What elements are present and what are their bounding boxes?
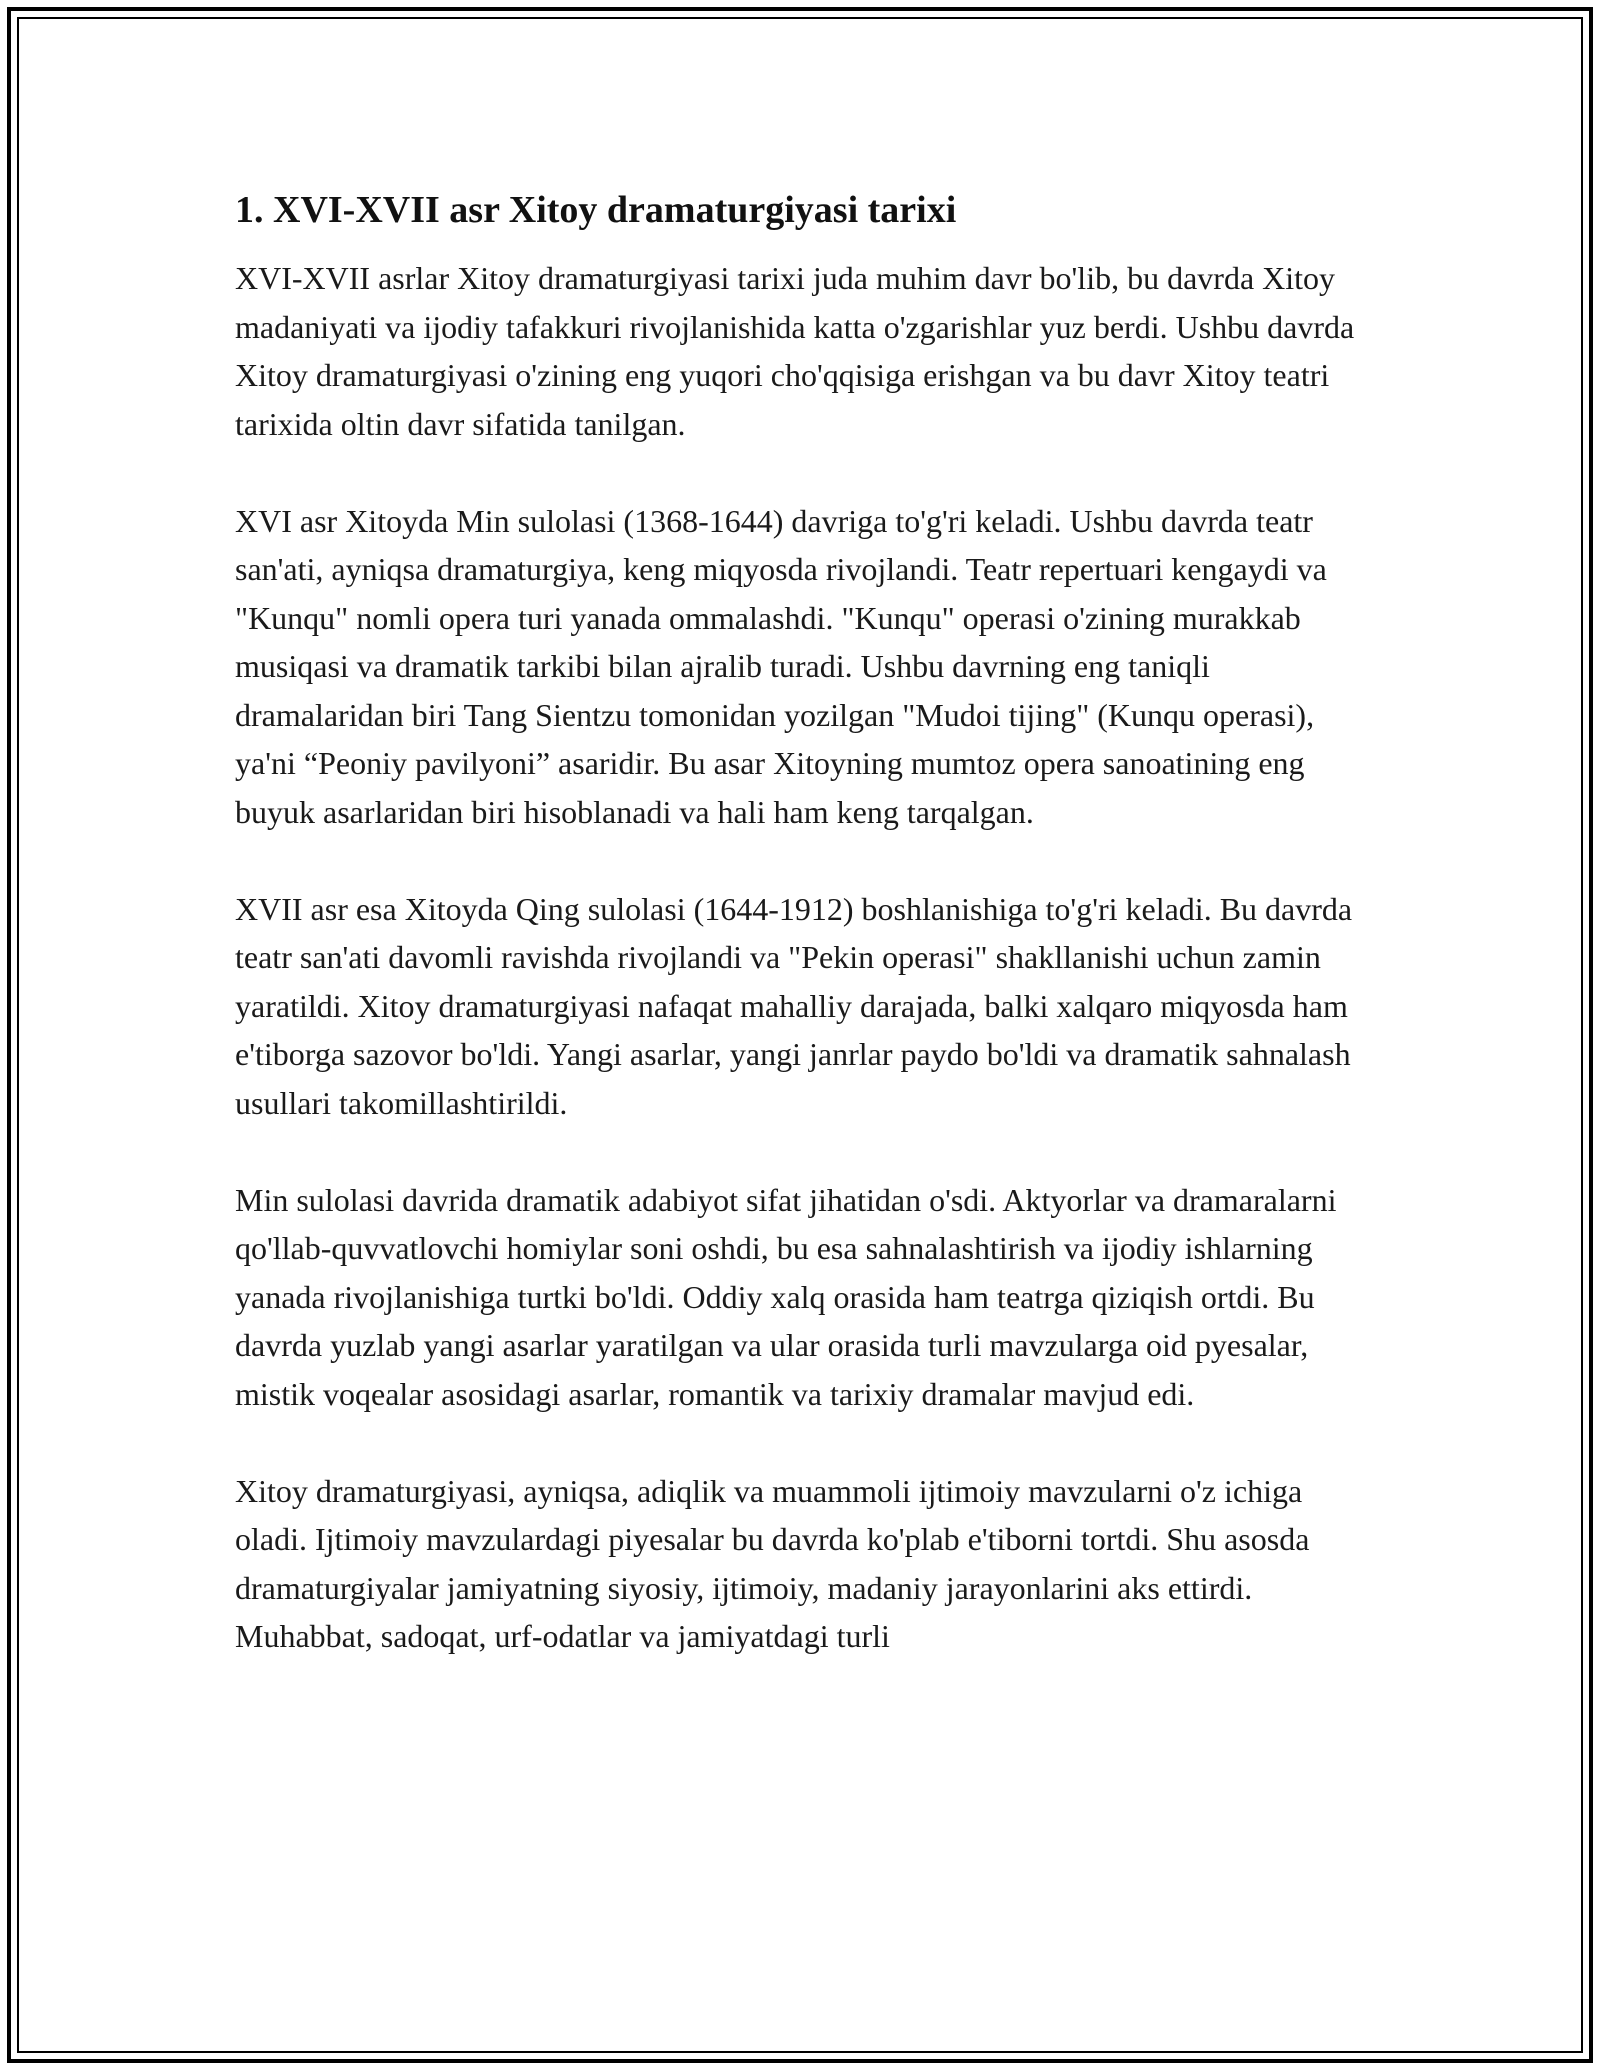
paragraph-intro: XVI-XVII asrlar Xitoy dramaturgiyasi tarixi juda muhim davr bo'lib, bu davrda Xitoy madaniyati va ijodiy tafakkuri rivojlanishida katta o'zgarishlar yuz berdi. Ushbu davrda Xitoy dramaturgiyasi o'zining eng yuqori cho'qqisiga erishgan va bu davr Xitoy teatri tarixida oltin davr sifatida tanilgan. [235,260,1355,442]
paragraph-min-dynasty: XVI asr Xitoyda Min sulolasi (1368-1644) davriga to'g'ri keladi. Ushbu davrda teatr san'ati, ayniqsa dramaturgiya, keng miqyosda rivojlandi. Teatr repertuari kengaydi va "Kunqu" nomli opera turi yanada ommalashdi. "Kunqu" operasi o'zining murakkab musiqasi va dramatik tarkibi bilan ajralib turadi. Ushbu davrning eng taniqli dramalaridan biri Tang Sientzu tomonidan yozilgan "Mudoi tijing" (Kunqu operasi), ya'ni “Peoniy pavilyoni” asaridir. Bu asar Xitoyning mumtoz opera sanoatining eng buyuk asarlaridan biri hisoblanadi va hali ham keng tarqalgan. [235,502,1327,830]
paragraph-qing-dynasty: XVII asr esa Xitoyda Qing sulolasi (1644-1912) boshlanishiga to'g'ri keladi. Bu davrda teatr san'ati davomli ravishda rivojlandi va "Pekin operasi" shakllanishi uchun zamin yaratildi. Xitoy dramaturgiyasi nafaqat mahalliy darajada, balki xalqaro miqyosda ham e'tiborga sazovor bo'ldi. Yangi asarlar, yangi janrlar paydo bo'ldi va dramatik sahnalash usullari takomillashtirildi. [235,890,1353,1121]
paragraph-dramatic-literature: Min sulolasi davrida dramatik adabiyot sifat jihatidan o'sdi. Aktyorlar va dramaralarni qo'llab-quvvatlovchi homiylar soni oshdi, bu esa sahnalashtirish va ijodiy ishlarning yanada rivojlanishiga turtki bo'ldi. Oddiy xalq orasida ham teatrga qiziqish ortdi. Bu davrda yuzlab yangi asarlar yaratilgan va ular orasida turli mavzularga oid pyesalar, mistik voqealar asosidagi asarlar, romantik va tarixiy dramalar mavjud edi. [235,1181,1337,1412]
document-body [235,186,1375,1709]
section-heading: 1. XVI-XVII asr Xitoy dramaturgiyasi tarixi [235,189,957,231]
paragraph-social-themes: Xitoy dramaturgiyasi, ayniqsa, adiqlik va muammoli ijtimoiy mavzularni o'z ichiga oladi. Ijtimoiy mavzulardagi piyesalar bu davrda ko'plab e'tiborni tortdi. Shu asosda dramaturgiyalar jamiyatning siyosiy, ijtimoiy, madaniy jarayonlarini aks ettirdi. Muhabbat, sadoqat, urf-odatlar va jamiyatdagi turli [235,1472,1310,1654]
